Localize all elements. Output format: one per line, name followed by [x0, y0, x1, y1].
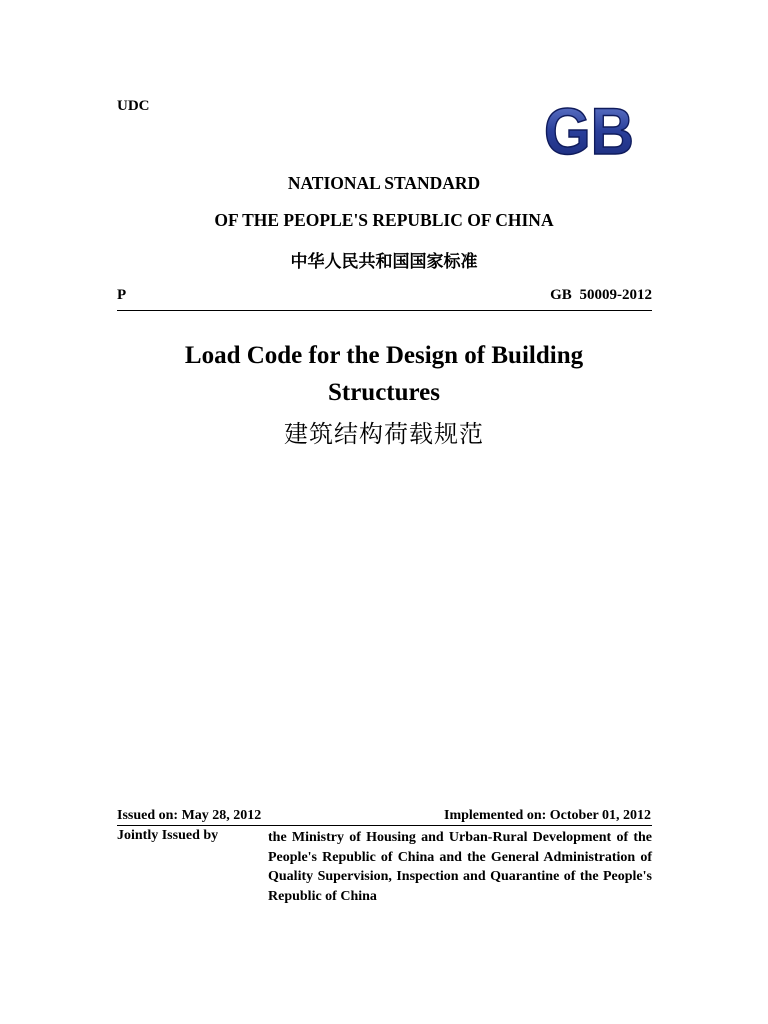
classification-code: P: [117, 287, 127, 303]
issued-date: Issued on: May 28, 2012: [117, 808, 262, 823]
standard-number: GB 50009-2012: [550, 287, 652, 303]
gb-logo-text: GB: [544, 98, 634, 162]
standard-heading-line1: NATIONAL STANDARD: [287, 173, 481, 193]
document-title-english-line2: Structures: [327, 379, 441, 406]
footer-divider: [117, 825, 652, 826]
implemented-date: Implemented on: October 01, 2012: [444, 808, 651, 823]
document-title-english-line1: Load Code for the Design of Building: [184, 342, 584, 369]
document-title-english: [0, 337, 768, 411]
standard-heading-line2: OF THE PEOPLE'S REPUBLIC OF CHINA: [214, 210, 554, 230]
standard-heading-chinese: 中华人民共和国国家标准: [290, 252, 478, 272]
jointly-issued-text: the Ministry of Housing and Urban-Rural Development of the People's Republic of China and the General Administration of Quality Supervision, Inspection and Quarantine of the People's Republic of China: [268, 830, 652, 904]
udc-label: UDC: [117, 98, 150, 114]
header-divider: [117, 310, 652, 311]
gb-logo: [541, 98, 637, 162]
document-title-chinese: 建筑结构荷载规范: [284, 420, 484, 448]
jointly-issued-label: Jointly Issued by: [117, 828, 219, 843]
